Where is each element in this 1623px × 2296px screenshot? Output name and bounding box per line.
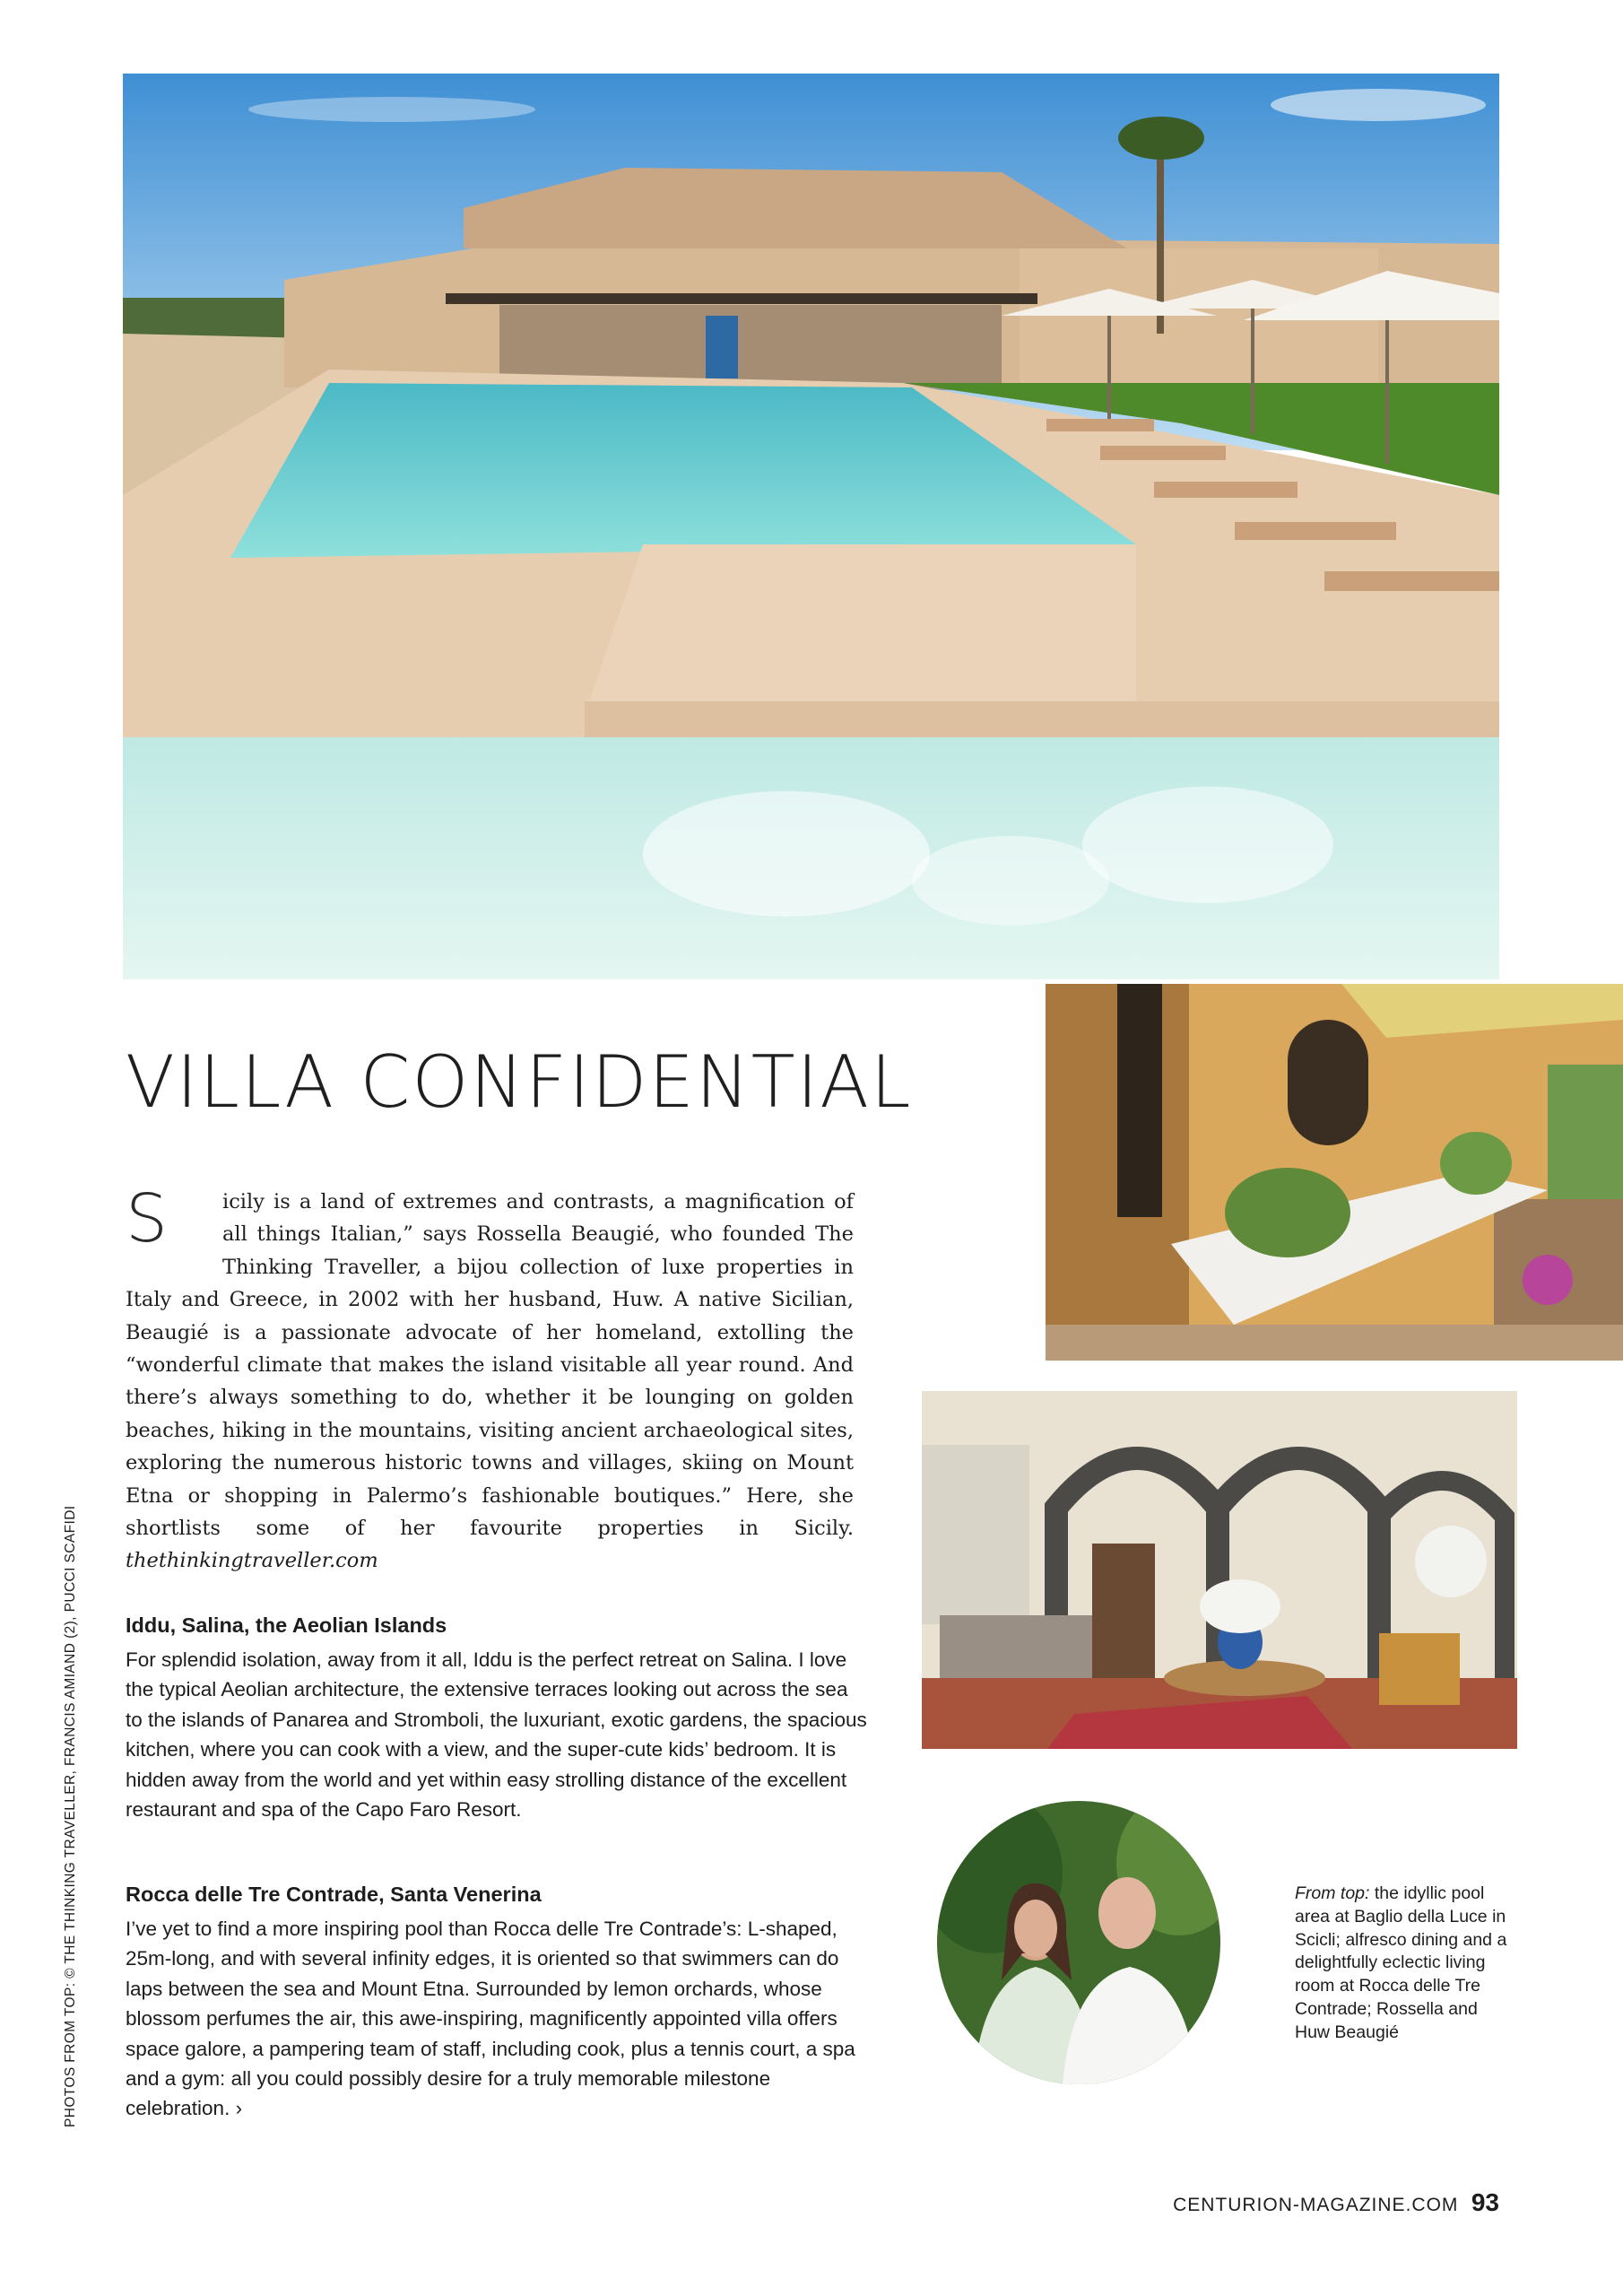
photo-alfresco-dining (1046, 984, 1623, 1361)
property-section-rocca (126, 1880, 870, 2124)
photo-caption (1295, 1883, 1515, 2045)
section-heading: Rocca delle Tre Contrade, Santa Venerina (126, 1883, 542, 1906)
photo-credit: PHOTOS FROM TOP: © THE THINKING TRAVELLER, FRANCIS AMIAND (2), PUCCI SCAFIDI (63, 1505, 78, 2127)
article-title: VILLA CONFIDENTIAL (126, 1040, 913, 1124)
page-footer (1173, 2188, 1499, 2217)
photo-portrait-beaugie (937, 1801, 1220, 2084)
photo-living-room (922, 1391, 1517, 1749)
section-heading: Iddu, Salina, the Aeolian Islands (126, 1613, 447, 1637)
caption-text: the idyllic pool area at Baglio della Luce in Scicli; alfresco dining and a delightfully eclectic living room at Rocca delle Tre Contrade; Rossella and Huw Beaugié (1295, 1883, 1507, 2042)
drop-cap: S (126, 1180, 168, 1257)
intro-paragraph (126, 1180, 854, 1578)
intro-text: icily is a land of extremes and contrasts, a magnification of all things Italian,” says Rossella Beaugié, who founded The Thinking Traveller, a bijou collection of luxe properties in Italy and Greece, in 2002 with her husband, Huw. A native Sicilian, Beaugié is a passionate advocate of her homeland, extolling the “wonderful climate that makes the island visitable all year round. And there’s always something to do, whether it be lounging on golden beaches, hiking in the mountains, visiting ancient archaeological sites, exploring the numerous historic towns and villages, skiing on Mount Etna or shopping in Palermo’s fashionable boutiques.” Here, she shortlists some of her favourite properties in Sicily. (126, 1190, 854, 1541)
website-link[interactable]: thethinkingtraveller.com (126, 1549, 378, 1573)
footer-site[interactable]: CENTURION-MAGAZINE.COM (1173, 2195, 1459, 2215)
page-number: 93 (1471, 2188, 1499, 2216)
section-body: For splendid isolation, away from it all, Iddu is the perfect retreat on Salina. I love the typical Aeolian architecture, the extensive terraces looking out across the sea to the islands of Panarea and Stromboli, the luxuriant, exotic gardens, the spacious kitchen, where you can cook with a view, and the super-cute kids’ bedroom. It is hidden away from the world and yet within easy strolling distance of the excellent restaurant and spa of the Capo Faro Resort. (126, 1648, 867, 1822)
hero-photo-pool (123, 74, 1499, 979)
caption-lead: From top: (1295, 1883, 1370, 1903)
section-body: I’ve yet to find a more inspiring pool than Rocca delle Tre Contrade’s: L-shaped, 25m-long, and with several infinity edges, it is oriented so that swimmers can do laps between the sea and Mount Etna. Surrounded by lemon orchards, whose blossom perfumes the air, this awe-inspiring, magnificently appointed villa offers space galore, a pampering team of staff, including cook, plus a tennis court, a spa and a gym: all you could possibly desire for a truly memorable milestone celebration. › (126, 1918, 855, 2120)
property-section-iddu (126, 1611, 870, 1824)
